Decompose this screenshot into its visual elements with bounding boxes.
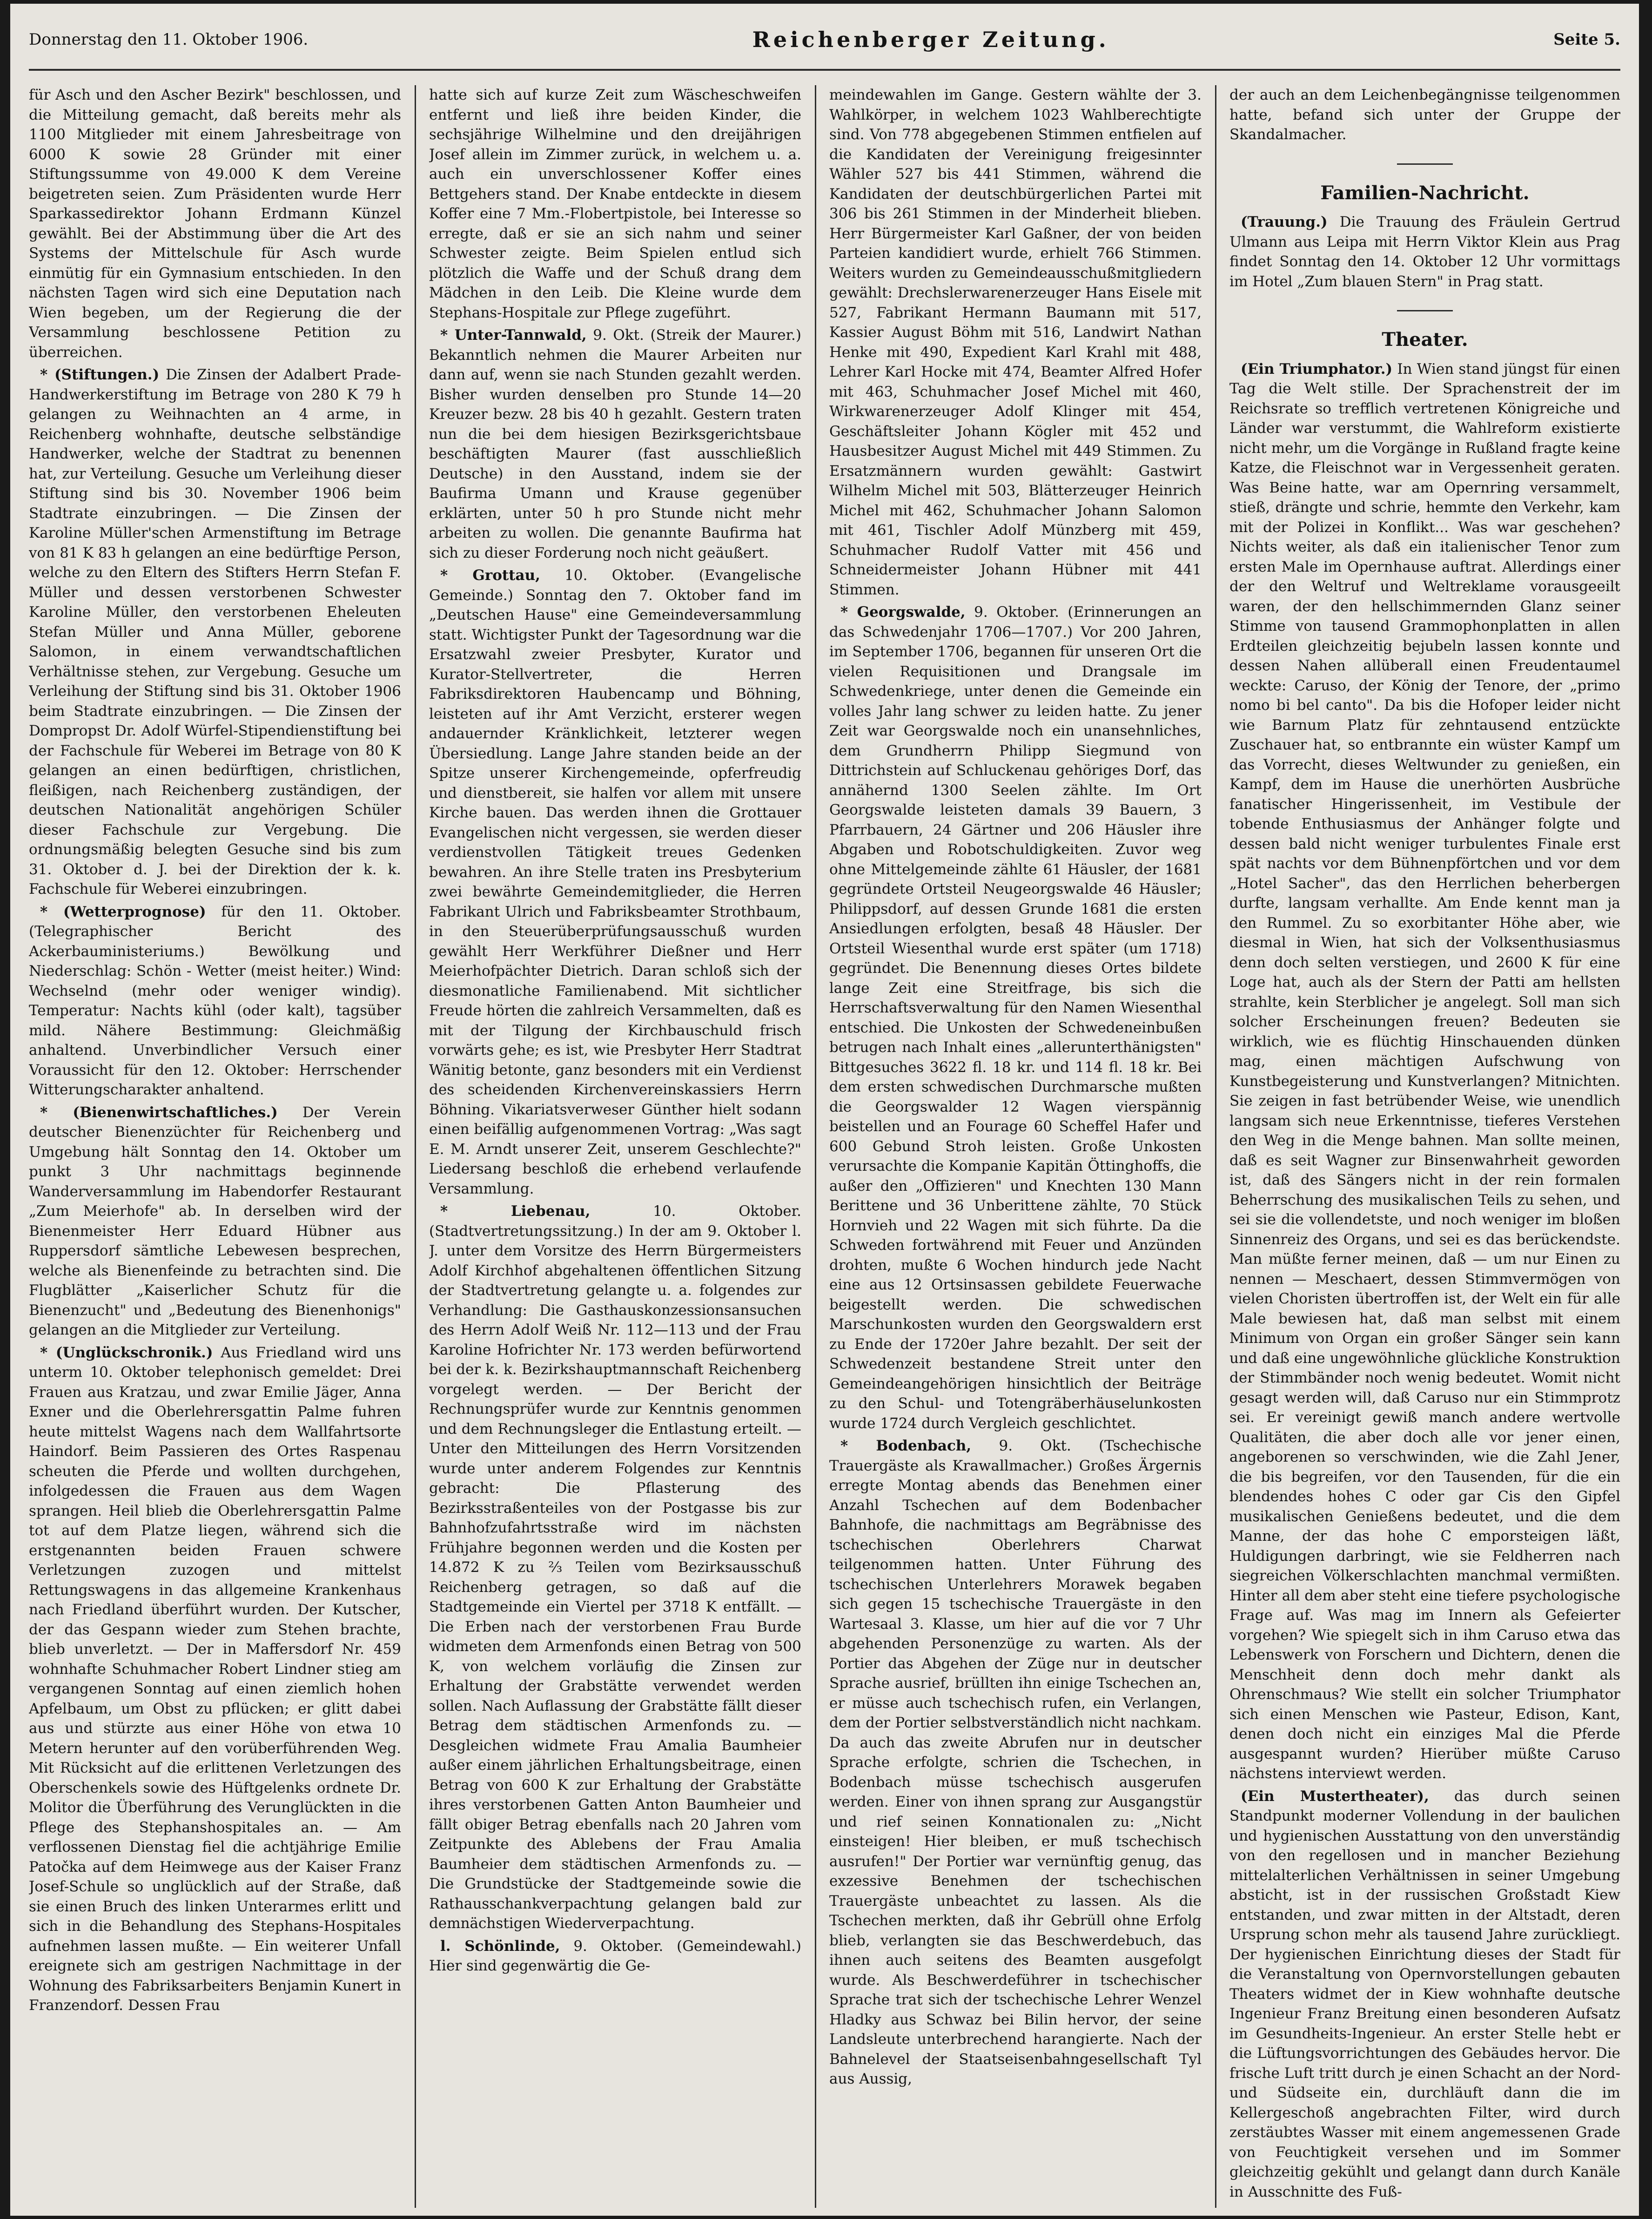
article-lead: (Ein Triumphator.) [1241,360,1393,378]
article-paragraph: der auch an dem Leichenbegängnisse teilgenommen hatte, befand sich unter der Gruppe der Skandalmacher. [1229,87,1620,143]
column-3 [829,85,1202,2208]
header-rule [29,69,1620,71]
section-divider [1397,310,1453,311]
article-paragraph [829,602,1202,1433]
article-paragraph [1229,212,1620,291]
article-lead: * Bodenbach, [840,1437,972,1454]
article-text: Die Trauung des Fräulein Gertrud Ulmann aus Leipa mit Herrn Viktor Klein aus Prag findet Sonntag den 14. Oktober 12 Uhr vormittags im Hotel „Zum blauen Stern" in Prag statt. [1229,214,1620,290]
article-text: 9. Oktober. (Gemeindewahl.) Hier sind gegenwärtig die Ge- [429,1937,801,1974]
column-rule [1215,85,1216,2208]
article-lead: * Unter-Tannwald, [440,327,587,344]
article-text: Die Zinsen der Adalbert Prade-Handwerkerstiftung im Betrage von 280 K 79 h gelangen zu Weihnachten an 4 arme, in Reichenberg wohnhafte, deutsche selbständige Handwerker, welche der Stadtrat zu benennen hat, zur Verteilung. Gesuche um Verleihung dieser Stiftung sind bis 30. November 1906 beim Stadtrate einzubringen. — Die Zinsen der Karoline Müller'schen Armenstiftung im Betrage von 81 K 83 h gelangen an eine bedürftige Person, welche zu den Eltern des Stifters Herrn Stefan F. Müller und dessen verstorbenen Schwester Karoline Müller, den verstorbenen Eheleuten Stefan Müller und Anna Müller, geborene Salomon, in einem verwandtschaftlichen Verhältnisse stehen, zur Vergebung. Gesuche um Verleihung der Stiftung sind bis 31. Oktober 1906 beim Stadtrate einzubringen. — Die Zinsen der Dompropst Dr. Adolf Würfel-Stipendienstiftung bei der Fachschule für Weberei im Betrage von 80 K gelangen an einen bedürftigen, christlichen, fleißigen, nach Reichenberg zuständigen, der deutschen Nationalität angehörigen Schüler dieser Fachschule zur Vergebung. Die ordnungsmäßig belegten Gesuche sind bis zum 31. Oktober d. J. bei der Direktion der k. k. Fachschule für Weberei einzubringen. [29,366,401,897]
article-text: das durch seinen Standpunkt moderner Vollendung in der baulichen und hygienischen Ausstattung von den unverständig von den regellosen und in mancher Beziehung mittelalterlichen Verhältnissen in seiner Umgebung absticht, ist in der russischen Großstadt Kiew entstanden, und zwar mitten in der Altstadt, deren Ursprung schon mehr als tausend Jahre zurückliegt. Der hygienischen Einrichtung dieses der Stadt für die Veranstaltung von Opernvorstellungen gebauten Theaters widmet der in Kiew wohnhafte deutsche Ingenieur Franz Breitung einen besonderen Aufsatz im Gesundheits-Ingenieur. An erster Stelle hebt er die Lüftungsvorrichtungen des Gebäudes hervor. Die frische Luft tritt durch je einen Schacht an der Nord- und Südseite ein, durchläuft dann die im Kellergeschoß angebrachten Filter, wird durch zerstäubtes Wasser mit einem angemessenen Grade von Feuchtigkeit versehen und im Sommer gleichzeitig gekühlt und gelangt dann durch Kanäle in Ausschnitte des Fuß- [1229,1787,1620,2200]
article-lead: l. Schönlinde, [440,1937,560,1955]
page-number: Seite 5. [1553,30,1620,49]
article-paragraph [29,1343,401,2016]
article-paragraph [429,1936,801,1976]
article-paragraph [29,365,401,899]
column-1 [29,85,401,2208]
article-text: In Wien stand jüngst für einen Tag die Welt stille. Der Sprachenstreit der im Reichsrate so trefflich vertretenen Königreiche und Länder war verstummt, die Wahlreform existierte nicht mehr, um die Vorgänge in Rußland fragte keine Katze, die Fleischnot war in Vergessenheit geraten. Was Beine hatte, war am Opernring versammelt, stieß, drängte und schrie, hemmte den Verkehr, kam mit der Polizei in Konflikt... Was war geschehen? Nichts weiter, als daß ein italienischer Tenor zum ersten Male im Opernhause auftrat. Allerdings einer der den Weltruf und Weltreklame vorausgeeilt waren, der den hellschimmernden Glanz seiner Stimme von tausend Grammophonplatten in allen Erdteilen gleichzeitig bejubeln lassen konnte und dessen Nahen allüberall einen Freudentaumel weckte: Caruso, der König der Tenore, der „primo nomo bi bel canto". Da bis die Hofoper leider nicht wie Barnum Platz für zehntausend entzückte Zuschauer hat, so entbrannte ein wüster Kampf um das Vorrecht, dieses Weltwunder zu genießen, ein Kampf, dem im Hause die unerhörten Ausbrüche fanatischer Hingerissenheit, im Vestibule der tobende Enthusiasmus der Anhänger folgte und dessen bald nicht weniger turbulentes Finale erst spät nachts vor dem Bühnenpförtchen und vor dem „Hotel Sacher", das den Herrlichen beherbergen durfte, langsam verhallte. Am Ende kennt man ja den Rummel. Zu so exorbitanter Höhe aber, wie diesmal in Wien, hat sich der Volksenthusiasmus denn doch selten verstiegen, und 2600 K für eine Loge hat, auch als der Stern der Patti am hellsten strahlte, kein Sterblicher je angelegt. Soll man sich solcher Erscheinungen freuen? Bedeuten sie wirklich, wie es flüchtig Hinschauenden dünken mag, einen mächtigen Aufschwung von Kunstbegeisterung und Kunstverlangen? Mitnichten. Sie zeigen in fast betrübender Weise, wie unendlich langsam sich neue Erkenntnisse, tieferes Verstehen den Weg in die Menge bahnen. Man sollte meinen, daß es seit Wagner zur Binsenwahrheit geworden ist, daß des Sängers nicht in der rein formalen Beherrschung des musikalischen Teils zu sehen, und sei sie die vollendetste, und noch weniger im bloßen Sinnenreiz des Organs, und sei es das berückendste. Man müßte ferner meinen, daß — um nur Einen zu nennen — Meschaert, dessen Stimmvermögen von vielen Choristen übertroffen ist, der Welt ein für alle Male bewiesen hat, daß man selbst mit einem Minimum von Organ ein großer Sänger sein kann und daß eine ungewöhnliche glückliche Konstruktion der Stimmbänder noch wenig bedeutet. Womit nicht gesagt werden will, daß Caruso nur ein Stimmprotz sei. Er vereinigt gewiß manch andere wertvolle Qualitäten, die aber doch alle vor jener einen, angeborenen so verschwinden, wie die Zahl Jener, die bis begreifen, vor den Tausenden, für die ein blendendes hohes C oder gar Cis den Gipfel musikalischen Genießens bedeutet, und die dem Manne, der das hohe C emporsteigen läßt, Huldigungen darbringt, wie sie Feldherren nach siegreichen Völkerschlachten manchmal vermißten. Hinter all dem aber steht eine tiefere psychologische Frage auf. Was mag im Innern als Gefeierter vorgehen? Wie spiegelt sich in ihm Caruso etwa das Lebenswerk von Forschern und Dichtern, denen die Menschheit denn doch mehr dankt als Ohrenschmaus? Wie stellt ein solcher Triumphator sich einen Menschen wie Pasteur, Edison, Kant, denen doch nicht ein einziges Mal die Pferde ausgespannt wurden? Hierüber müßte Caruso nächstens interviewt werden. [1229,360,1620,1782]
article-text: 10. Oktober. (Stadtvertretungssitzung.) In der am 9. Oktober l. J. unter dem Vorsitze des Herrn Bürgermeisters Adolf Kirchhof abgehaltenen öffentlichen Sitzung der Stadtvertretung gelangte u. a. folgendes zur Verhandlung: Die Gasthauskonzessionsansuchen des Herrn Adolf Weiß Nr. 112—113 und der Frau Karoline Hofrichter Nr. 173 werden befürwortend bei der k. k. Bezirkshauptmannschaft Reichenberg vorgelegt werden. — Der Bericht der Rechnungsprüfer wurde zur Kenntnis genommen und dem Rechnungsleger die Entlastung erteilt. — Unter den Mitteilungen des Herrn Vorsitzenden wurde unter anderem Folgendes zur Kenntnis gebracht: Die Pflasterung des Bezirksstraßenteiles von der Postgasse bis zur Bahnhofzufahrtsstraße wird im nächsten Frühjahre begonnen werden und die Kosten per 14.872 K zu ⅔ Teilen vom Bezirksausschuß Reichenberg getragen, so daß auf die Stadtgemeinde ein Viertel per 3718 K entfällt. — Die Erben nach der verstorbenen Frau Burde widmeten dem Armenfonds einen Betrag von 500 K, von welchem vorläufig die Zinsen zur Erhaltung der Grabstätte verwendet werden sollen. Nach Auflassung der Grabstätte fällt dieser Betrag dem städtischen Armenfonds zu. — Desgleichen widmete Frau Amalia Baumheier außer einem jährlichen Erhaltungsbeitrage, einen Betrag von 600 K zur Erhaltung der Grabstätte ihres verstorbenen Gatten Anton Baumheier und fällt obiger Betrag ebenfalls nach 20 Jahren vom Zeitpunkte des Ablebens der Frau Amalia Baumheier dem städtischen Armenfonds zu. — Die Grundstücke der Stadtgemeinde sowie die Rathausschankverpachtung gelangen bald zur demnächstigen Wiederverpachtung. [429,1203,801,1932]
article-paragraph: meindewahlen im Gange. Gestern wählte der 3. Wahlkörper, in welchem 1023 Wahlberechtigte sind. Von 778 abgegebenen Stimmen entfielen auf die Kandidaten der Vereinigung freigesinnter Wähler 527 bis 441 Stimmen, während die Kandidaten der deutschbürgerlichen Partei mit 306 bis 261 Stimmen in der Minderheit blieben. Herr Bürgermeister Karl Gaßner, der von beiden Parteien kandidiert wurde, erhielt 766 Stimmen. Weiters wurden zu Gemeindeausschußmitgliedern gewählt: Drechslerwarenerzeuger Hans Eisele mit 527, Fabrikant Hermann Baumann mit 517, Kassier August Böhm mit 516, Landwirt Nathan Henke mit 490, Expedient Karl Krahl mit 488, Lehrer Karl Hocke mit 474, Beamter Alfred Hofer mit 463, Schuhmacher Josef Michel mit 460, Wirkwarenerzeuger Adolf Klinger mit 454, Geschäftsleiter Johann Kögler mit 452 und Hausbesitzer August Michel mit 449 Stimmen. Zu Ersatzmännern wurden gewählt: Gastwirt Wilhelm Michel mit 503, Blätterzeuger Heinrich Michel mit 462, Schuhmacher Johann Salomon mit 461, Tischler Adolf Münzberg mit 459, Schuhmacher Rudolf Vatter mit 456 und Schneidermeister Johann Hübner mit 441 Stimmen. [829,87,1202,598]
newspaper-title: Reichenberger Zeitung. [752,27,1109,52]
article-paragraph [829,1436,1202,2089]
article-paragraph [29,902,401,1100]
article-paragraph [29,1103,401,1340]
column-4 [1229,85,1620,2208]
article-lead: * Liebenau, [440,1203,591,1220]
article-lead: * (Wetterprognose) [40,903,206,920]
section-heading-theater: Theater. [1382,329,1468,351]
article-paragraph [429,325,801,563]
masthead [29,14,1620,65]
column-rule [815,85,816,2208]
article-lead: * (Stiftungen.) [40,366,160,383]
section-divider [1397,163,1453,165]
article-paragraph [429,1201,801,1934]
article-paragraph [1229,359,1620,1784]
article-lead: (Ein Mustertheater), [1241,1787,1429,1805]
article-paragraph: für Asch und den Ascher Bezirk" beschlossen, und die Mitteilung gemacht, daß bereits mehr als 1100 Mitglieder mit einem Jahresbeitrage von 6000 K sowie 28 Gründer mit einer Stiftungssumme von 49.000 K dem Vereine beigetreten seien. Zum Präsidenten wurde Herr Sparkassedirektor Johann Erdmann Künzel gewählt. Bei der Abstimmung über die Art des Systems der Mittelschule für Asch wurde einmütig für ein Gymnasium entschieden. In den nächsten Tagen wird sich eine Deputation nach Wien begeben, um der Regierung die der Versammlung beschlossene Petition zu überreichen. [29,87,401,361]
newspaper-page [10,4,1639,2216]
article-text: Der Verein deutscher Bienenzüchter für Reichenberg und Umgebung hält Sonntag den 14. Oktober um punkt 3 Uhr nachmittags beginnende Wanderversammlung im Habendorfer Restaurant „Zum Meierhofe" ab. In derselben wird der Bienenmeister Herr Eduard Hübner aus Ruppersdorf sämtliche Lebewesen besprechen, welche als Bienenfeinde zu betrachten sind. Die Flugblätter „Kaiserlicher Schutz für die Bienenzucht" und „Bedeutung des Bienenhonigs" gelangen an die Mitglieder zur Verteilung. [29,1104,401,1338]
article-paragraph: hatte sich auf kurze Zeit zum Wäscheschweifen entfernt und ließ ihre beiden Kinder, die sechsjährige Wilhelmine und den dreijährigen Josef allein im Zimmer zurück, in welchem u. a. auch ein unverschlossener Koffer eines Bettgehers stand. Der Knabe entdeckte in diesem Koffer eine 7 Mm.-Flobertpistole, bei Interesse so erregte, daß er sie an sich nahm und seiner Schwester zeigte. Beim Spielen entlud sich plötzlich die Waffe und der Schuß drang dem Mädchen in den Leib. Die Kleine wurde dem Stephans-Hospitale zur Pflege zugeführt. [429,87,801,321]
article-text: für den 11. Oktober. (Telegraphischer Bericht des Ackerbauministeriums.) Bewölkung und Niederschlag: Schön - Wetter (meist heiter.) Wind: Wechselnd (mehr oder weniger windig). Temperatur: Nachts kühl (oder kalt), tagsüber mild. Nähere Bestimmung: Gleichmäßig anhaltend. Unverbindlicher Versuch einer Voraussicht für den 12. Oktober: Herrschender Witterungscharakter anhaltend. [29,903,401,1098]
article-lead: * (Unglückschronik.) [40,1344,213,1361]
article-paragraph [1229,1787,1620,2202]
article-text: 9. Okt. (Tschechische Trauergäste als Krawallmacher.) Großes Ärgernis erregte Montag abends das Benehmen einer Anzahl Tschechen auf dem Bodenbacher Bahnhofe, die nachmittags am Begräbnisse des tschechischen Oberlehrers Charwat teilgenommen hatten. Unter Führung des tschechischen Unterlehrers Morawek begaben sich gegen 15 tschechische Trauergäste in den Wartesaal 3. Klasse, um hier auf die vor 7 Uhr abgehenden Personenzüge zu warten. Als der Portier das Abgehen der Züge nur in deutscher Sprache ausrief, brüllten ihn einige Tschechen an, er müsse auch tschechisch rufen, ein Verlangen, dem der Portier selbstverständlich nicht nachkam. Da auch das zweite Abrufen nur in deutscher Sprache erfolgte, schrien die Tschechen, in Bodenbach müsse tschechisch ausgerufen werden. Einer von ihnen sprang zur Ausgangstür und rief seinen Konnationalen zu: „Nicht einsteigen! Hier bleiben, er muß tschechisch ausrufen!" Der Portier war vernünftig genug, das exzessive Benehmen der tschechischen Trauergäste unbeachtet zu lassen. Als die Tschechen merkten, daß ihr Gebrüll ohne Erfolg blieb, verlangten sie das Beschwerdebuch, das ihnen auch seitens des Beamten ausgefolgt wurde. Als Beschwerdeführer in tschechischer Sprache trat sich der tschechische Lehrer Wenzel Hladky aus Schwaz bei Bilin hervor, der seine Landsleute unterbrechend harangierte. Nach der Bahnelevel der Staatseisenbahngesellschaft Tyl aus Aussig, [829,1437,1202,2087]
article-lead: * Georgswalde, [840,604,966,621]
article-lead: (Trauung.) [1241,214,1328,230]
issue-date: Donnerstag den 11. Oktober 1906. [29,30,309,49]
article-lead: * (Bienenwirtschaftliches.) [40,1104,278,1121]
column-2 [429,85,801,2208]
article-lead: * Grottau, [440,567,540,584]
article-paragraph [429,566,801,1199]
article-text: 10. Oktober. (Evangelische Gemeinde.) Sonntag den 7. Oktober fand im „Deutschen Hause" eine Gemeindeversammlung statt. Wichtigster Punkt der Tagesordnung war die Ersatzwahl zweier Presbyter, Kurator und Kurator-Stellvertreter, die Herren Fabriksdirektoren Haubencamp und Böhning, leisteten auf ihr Amt Verzicht, ersterer wegen andauernder Kränklichkeit, letzterer wegen Übersiedlung. Lange Jahre standen beide an der Spitze unserer Kirchengemeinde, opferfreudig und dienstbereit, sie halfen vor allem mit unsere Kirche bauen. Das werden ihnen die Grottauer Evangelischen nicht vergessen, sie werden dieser verdienstvollen Tätigkeit treues Gedenken bewahren. An ihre Stelle traten ins Presbyterium zwei bewährte Gemeindemitglieder, die Herren Fabrikant Ulrich und Fabriksbeamter Strothbaum, in den Steuerüberprüfungsausschuß wurden gewählt Herr Werkführer Dießner und Herr Meierhofpächter Dietrich. Daran schloß sich der diesmonatliche Familienabend. Mit sichtlicher Freude hörten die zahlreich Versammelten, daß es mit der Tilgung der Kirchbauschuld frisch vorwärts gehe; es ist, wie Presbyter Herr Stadtrat Wänitig betonte, ganz besonders mit ein Verdienst des scheidenden Kirchenvereinskassiers Herrn Böhning. Vikariatsverweser Günther hielt sodann einen beifällig aufgenommenen Vortrag: „Was sagt E. M. Arndt unserer Zeit, unserem Geschlechte?" Liedersang beschloß die erhebend verlaufende Versammlung. [429,567,801,1197]
article-text: Aus Friedland wird uns unterm 10. Oktober telephonisch gemeldet: Drei Frauen aus Kratzau, und zwar Emilie Jäger, Anna Exner und die Oberlehrersgattin Palme fuhren heute mittelst Wagens nach dem Wallfahrtsorte Haindorf. Beim Passieren des Ortes Raspenau scheuten die Pferde und wollten durchgehen, infolgedessen die Frauen aus dem Wagen sprangen. Heil blieb die Oberlehrersgattin Palme tot auf dem Platze liegen, während sich die erstgenannten beiden Frauen schwere Verletzungen zuzogen und mittelst Rettungswagens in das allgemeine Krankenhaus nach Friedland überführt wurden. Der Kutscher, der das Gespann wieder zum Stehen brachte, blieb unverletzt. — Der in Maffersdorf Nr. 459 wohnhafte Schuhmacher Robert Lindner stieg am vergangenen Sonntag auf einen ziemlich hohen Apfelbaum, um Obst zu pflücken; er glitt dabei aus und stürzte aus einer Höhe von etwa 10 Metern herunter auf den vorüberführenden Weg. Mit Rücksicht auf die erlittenen Verletzungen des Oberschenkels sowie des Hüftgelenks ordnete Dr. Molitor die Überführung des Verunglückten in die Pflege des Stephanshospitales an. — Am verflossenen Dienstag fiel die achtjährige Emilie Patočka auf dem Heimwege aus der Kaiser Franz Josef-Schule so unglücklich auf der Straße, daß sie einen Bruch des linken Unterarmes erlitt und sich in die Behandlung des Stephans-Hospitales aufnehmen lassen mußte. — Ein weiterer Unfall ereignete sich am gestrigen Nachmittage in der Wohnung des Fabriksarbeiters Benjamin Kunert in Franzendorf. Dessen Frau [29,1344,401,2014]
article-text: 9. Okt. (Streik der Maurer.) Bekanntlich nehmen die Maurer Arbeiten nur dann auf, wenn sie nach Stunden gezahlt werden. Bisher wurden denselben pro Stunde 14—20 Kreuzer bezw. 28 bis 40 h gezahlt. Gestern traten nun die bei dem hiesigen Bezirksgerichtsbaue beschäftigten Maurer (fast ausschließlich Deutsche) in den Ausstand, indem sie der Baufirma Umann und Krause gegenüber erklärten, unter 50 h pro Stunde nicht mehr arbeiten zu wollen. Die genannte Baufirma hat sich zu dieser Forderung noch nicht geäußert. [429,327,801,561]
article-text: 9. Oktober. (Erinnerungen an das Schwedenjahr 1706—1707.) Vor 200 Jahren, im September 1706, begannen für unseren Ort die vielen Requisitionen und Drangsale im Schwedenkriege, unter denen die Gemeinde ein volles Jahr lang schwer zu leiden hatte. Zu jener Zeit war Georgswalde noch ein unansehnliches, dem Grundherrn Philipp Siegmund von Dittrichstein auf Schluckenau gehöriges Dorf, das annähernd 1300 Seelen zählte. Im Ort Georgswalde leisteten damals 39 Bauern, 3 Pfarrbauern, 24 Gärtner und 206 Häusler ihre Abgaben und Robotschuldigkeiten. Zuvor weg ohne Mittelgemeinde zählte 61 Häusler, der 1681 gegründete Ortsteil Neugeorgswalde 46 Häusler; Philippsdorf, auf dessen Grunde 1681 die ersten Ansiedlungen erfolgten, besaß 48 Häusler. Der Ortsteil Wiesenthal wurde erst später (um 1718) gegründet. Die Benennung dieses Ortes bildete lange Zeit eine Streitfrage, bis sich die Herrschaftsverwaltung für den Namen Wiesenthal entschied. Die Unkosten der Schwedeneinbußen betrugen nach Inhalt eines „allerunterthänigsten" Bittgesuches 3622 fl. 18 kr. und 114 fl. 18 kr. Bei dem ersten schwedischen Durchmarsche mußten die Georgswalder 12 Wagen vierspännig beistellen und an Fourage 60 Scheffel Hafer und 600 Gebund Stroh leisten. Große Unkosten verursachte die Kompanie Kapitän Öttinghoffs, die außer den „Offizieren" und Knechten 130 Mann Berittene und 36 Unberittene zählte, 70 Stück Hornvieh und 22 Wagen mit sich führte. Da die Schweden fortwährend mit Feuer und Anzünden drohten, mußte 6 Wochen hindurch jede Nacht eine aus 12 Ortsinsassen gebildete Feuerwache beigestellt werden. Die schwedischen Marschunkosten wurden den Georgswaldern erst zu Ende der 1720er Jahre bezahlt. Der seit der Schwedenzeit bestandene Streit unter den Gemeindeangehörigen hinsichtlich der Beiträge zu den Schul- und Totengräberhäuselunkosten wurde 1724 durch Vergleich geschlichtet. [829,604,1202,1432]
section-heading-family: Familien-Nachricht. [1320,182,1530,204]
column-rule [415,85,416,2208]
